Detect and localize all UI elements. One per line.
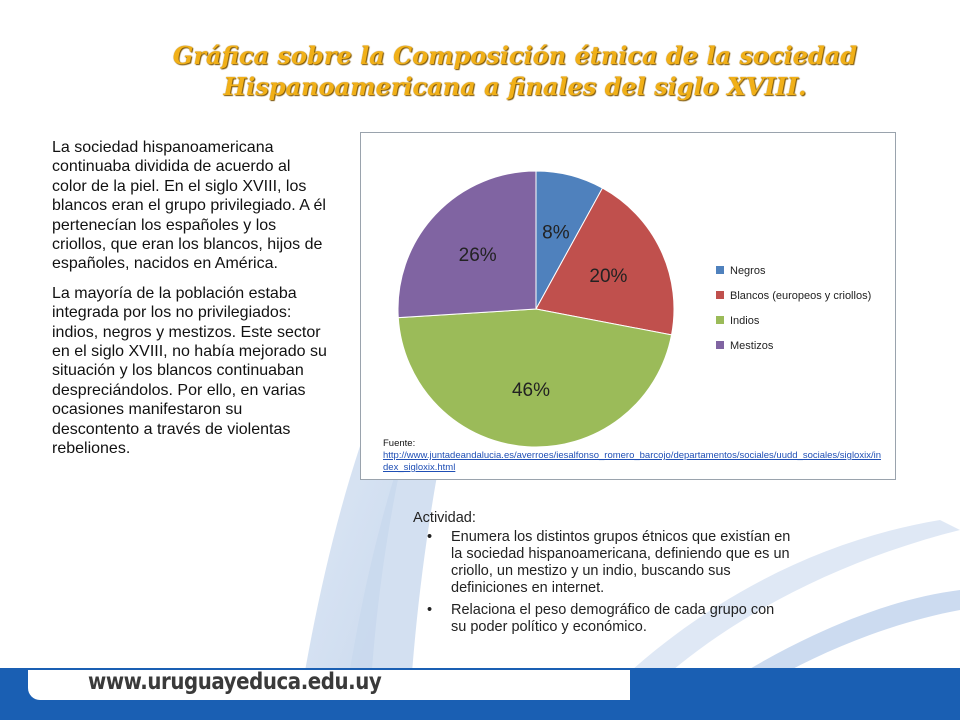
data-label-mestizos: 26% [458,245,497,267]
activity-item [413,602,793,636]
legend-label-mestizos: Mestizos [730,340,774,352]
activity-item-text: Enumera los distintos grupos étnicos que existían en la sociedad hispanoamericana, definiendo que es un criollo, un mestizo y un indio, buscando sus definiciones en internet. [451,529,791,596]
pie-chart [361,133,895,479]
legend-swatch-mestizos [716,341,724,349]
pie-chart-panel [360,132,896,480]
activity-heading: Actividad: [413,510,476,526]
source-link[interactable]: http://www.juntadeandalucia.es/averroes/iesalfonso_romero_barcojo/departamentos/sociales/uudd_sociales/sigloxix/index_sigloxix.html [383,450,881,473]
legend-swatch-negros [716,266,724,274]
activity-section [413,510,793,641]
legend-swatch-indios [716,316,724,324]
title-line-1: Gráfica sobre la Composición étnica de la sociedad [172,41,858,70]
data-label-indios: 46% [511,379,550,401]
legend-swatch-blancos [716,291,724,299]
source-note [383,438,883,474]
intro-text [52,138,327,469]
bullet-icon: • [427,529,433,545]
source-label: Fuente: [383,438,416,449]
data-label-blancos: 20% [589,265,628,287]
title-line-2: Hispanoamericana a finales del siglo XVIII. [223,72,807,101]
legend-label-negros: Negros [730,265,766,277]
page-title [140,40,890,102]
footer-url[interactable]: www.uruguayeduca.edu.uy [88,669,382,695]
bullet-icon: • [427,602,433,618]
activity-item-text: Relaciona el peso demográfico de cada grupo con su poder político y económico. [451,602,775,635]
legend-label-indios: Indios [730,315,760,327]
legend-label-blancos: Blancos (europeos y criollos) [730,290,872,302]
activity-item [413,529,793,597]
activity-list [413,529,793,636]
intro-paragraph-1: La sociedad hispanoamericana continuaba dividida de acuerdo al color de la piel. En el siglo XVIII, los blancos eran el grupo privilegiado. A él pertenecían los españoles y los criollos, que eran los blancos, hijos de españoles, nacidos en América. [52,139,326,273]
data-label-negros: 8% [542,222,570,244]
intro-paragraph-2: La mayoría de la población estaba integrada por los no privilegiados: indios, negros y mestizos. Este sector en el siglo XVIII, no había mejorado su situación y los blancos continuaban despreciándolos. Por ello, en varias ocasiones manifestaron su descontento a través de violentas rebeliones. [52,284,327,458]
pie-slice-indios [398,309,671,447]
